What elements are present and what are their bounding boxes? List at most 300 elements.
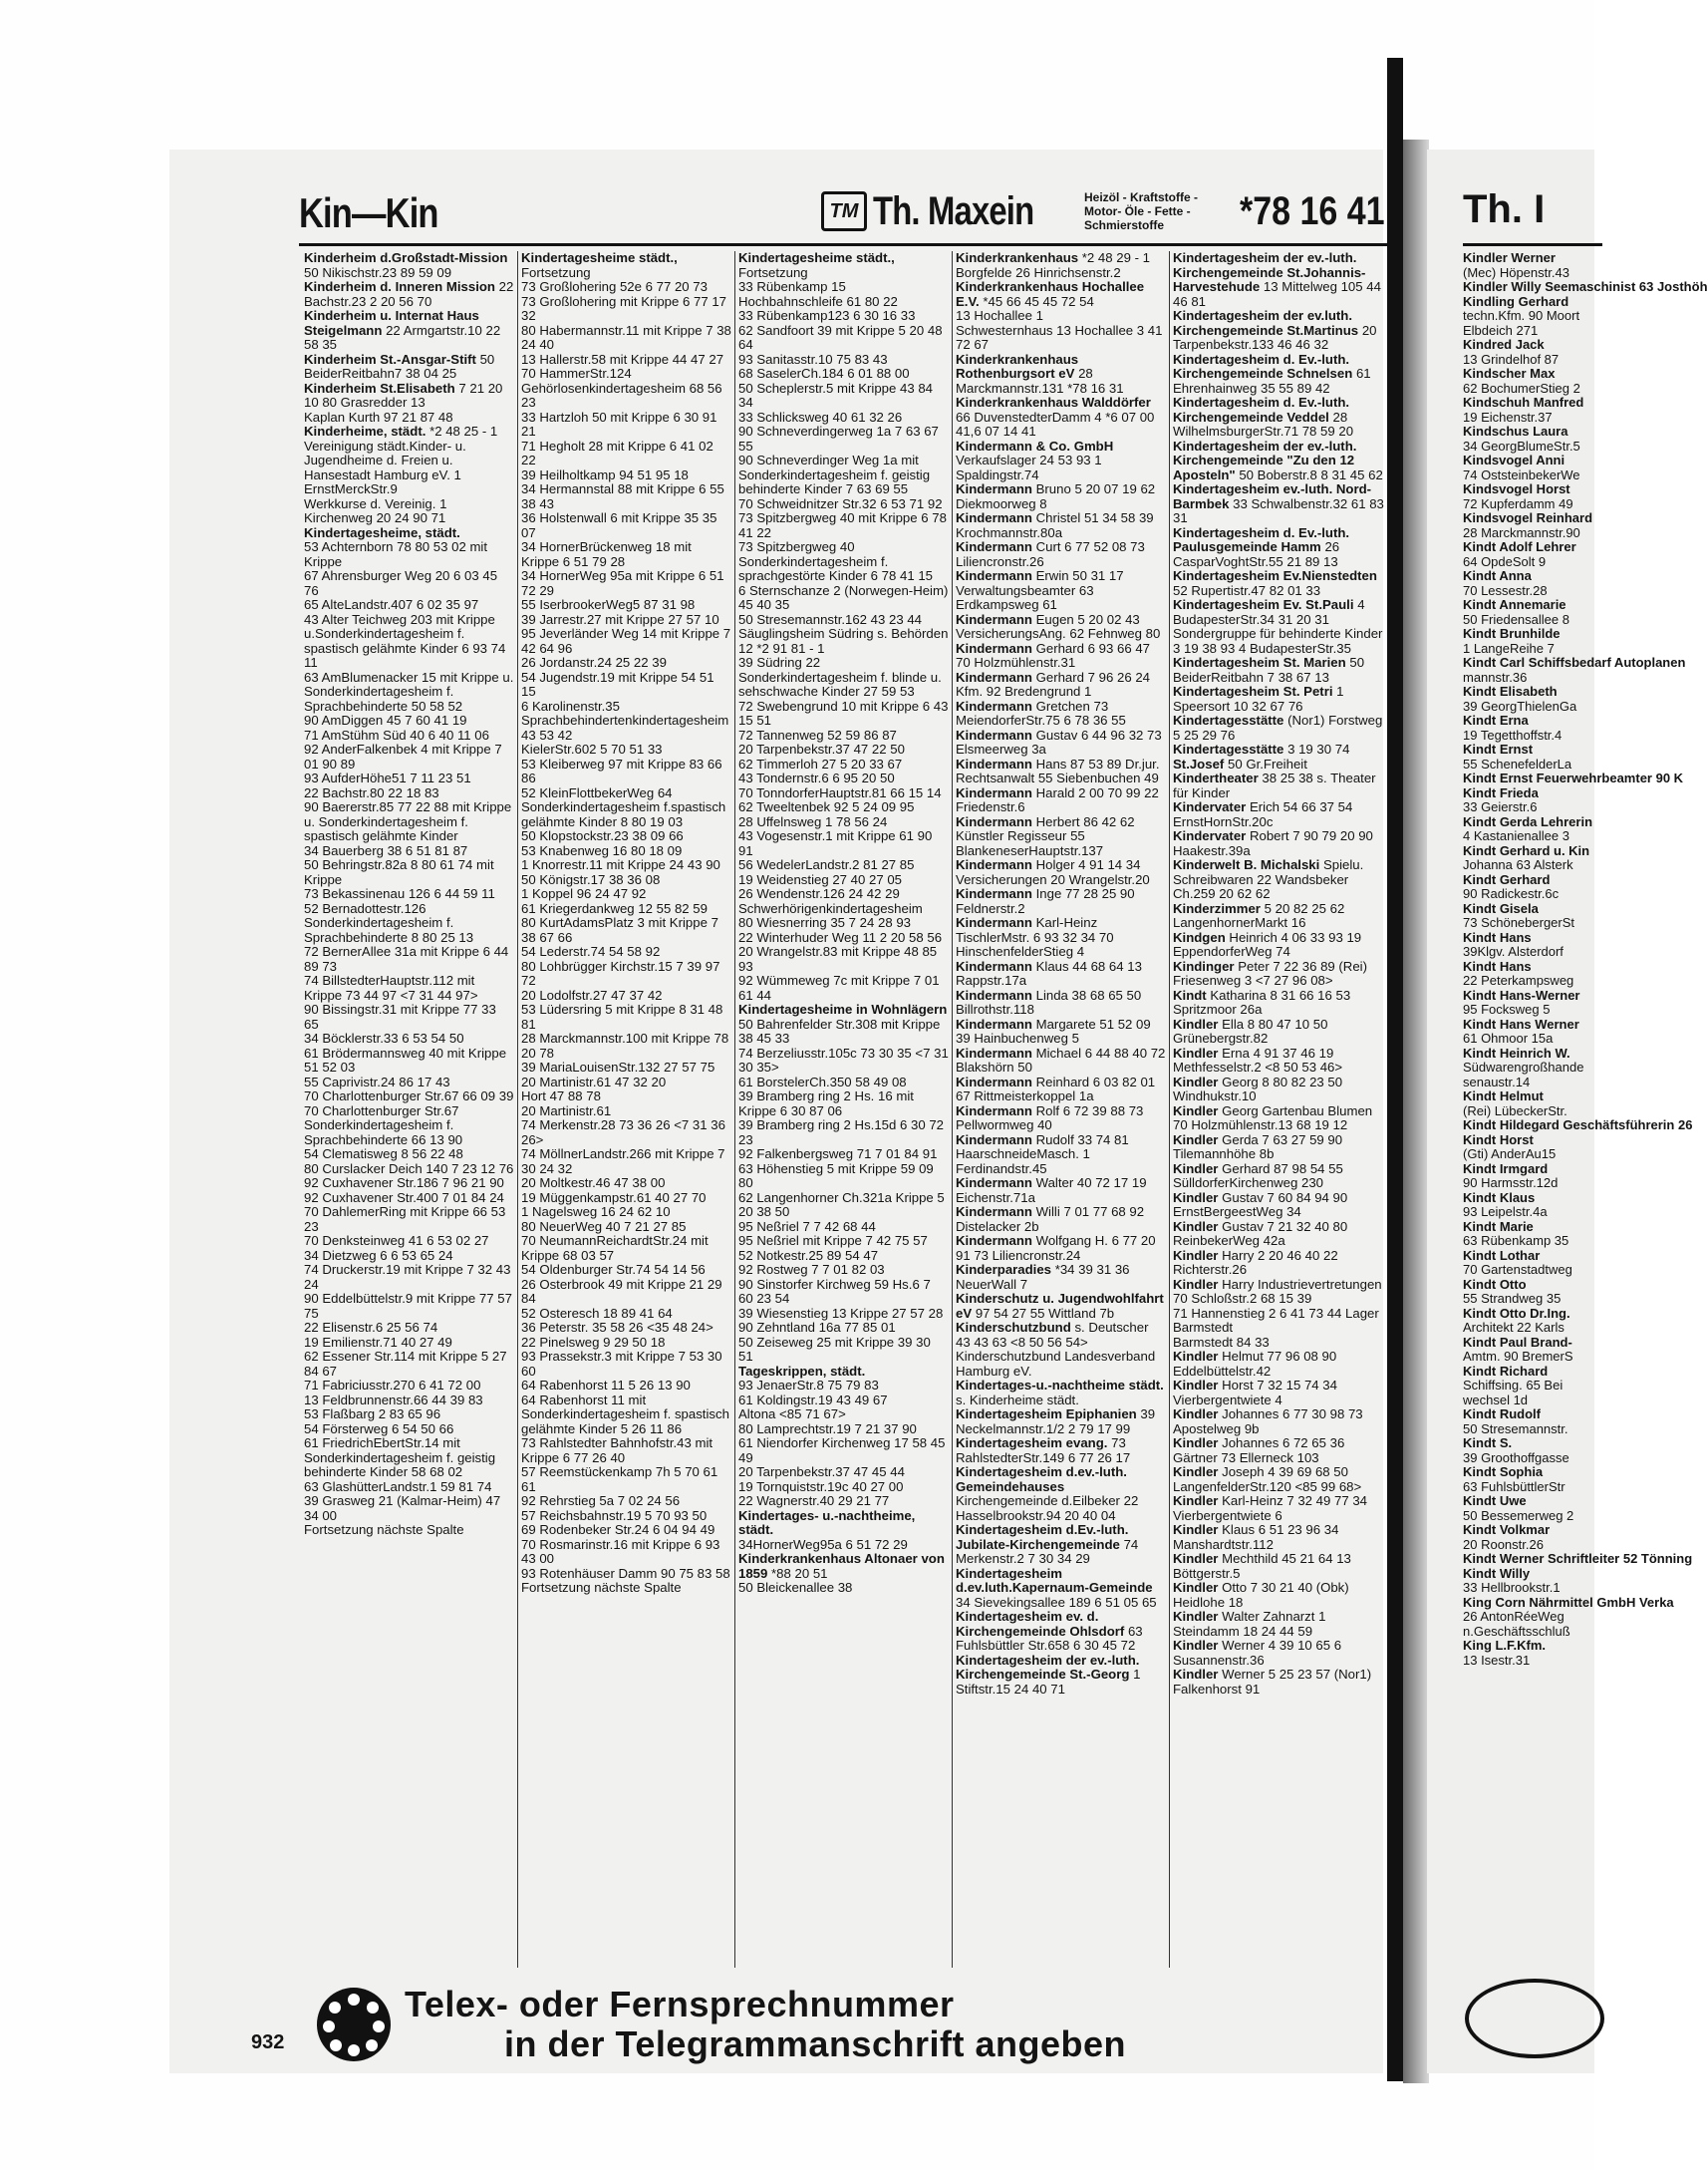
- entry-details: 36 Peterstr. 35 58 26 <35 48 24>: [521, 1320, 713, 1335]
- facing-page-entry: Kindt Richard: [1463, 1363, 1549, 1379]
- entry-name: Kindertagesheim St. Petri: [1173, 684, 1333, 699]
- listing-entry: [956, 916, 1166, 960]
- entry-details: 66 DuvenstedterDamm 4 *6 07 00 41,6 07 14 41: [956, 409, 1155, 439]
- listing-entry: [738, 1234, 949, 1249]
- entry-name: Kinderkrankenhaus Rothenburgsort eV: [956, 351, 1079, 381]
- entry-details: 62 Timmerloh 27 5 20 33 67: [738, 756, 903, 772]
- entry-details: 7 21 20 10 80 Grasredder 13: [304, 380, 503, 410]
- listing-entry: [956, 1654, 1166, 1698]
- listing-entry: [521, 482, 731, 511]
- listing-entry: [1173, 396, 1384, 440]
- entry-details: Walter 40 72 17 19 Eichenstr.71a: [956, 1175, 1147, 1205]
- entry-details: 74 MöllnerLandstr.266 mit Krippe 7 30 24 32: [521, 1146, 725, 1176]
- facing-page-entry: Kindt Anna: [1463, 568, 1532, 583]
- listing-entry: [304, 974, 514, 1003]
- entry-name: Kindermann & Co. GmbH: [956, 438, 1114, 454]
- entry-details: 22 Winterhuder Weg 11 2 20 58 56: [738, 929, 943, 945]
- listing-entry: [521, 1581, 731, 1596]
- entry-name: Tageskrippen, städt.: [738, 1363, 866, 1379]
- entry-details: Fortsetzung nächste Spalte: [521, 1580, 682, 1595]
- facing-page-entry: Kindsvogel Anni: [1463, 453, 1566, 467]
- entry-details: Karl-Heinz TischlerMstr. 6 93 32 34 70 HinschenfelderStieg 4: [956, 915, 1114, 959]
- entry-name: Kindler: [1173, 1102, 1219, 1118]
- listing-entry: [738, 1162, 949, 1191]
- listing-entry: [304, 1047, 514, 1076]
- facing-page-entry: Kindt Gerhard u. Kin: [1463, 842, 1590, 858]
- listing-entry: [1173, 858, 1384, 902]
- entry-name: Kindermann: [956, 1175, 1032, 1190]
- brand-name: Th. Maxein: [873, 188, 1034, 233]
- listing-entry: [738, 627, 949, 656]
- listing-entry: [304, 786, 514, 801]
- listing-entry: [738, 1581, 949, 1596]
- entry-details: Klaus 44 68 64 13 Rappstr.17a: [956, 958, 1142, 988]
- entry-details: 50 BeiderReitbahn 7 38 67 13: [1173, 655, 1365, 685]
- listing-entry: [521, 873, 731, 888]
- listing-entry: [956, 353, 1166, 397]
- entry-name: Kinderzimmer: [1173, 900, 1261, 916]
- listing-entry: [1173, 714, 1384, 743]
- listing-entry: [521, 1234, 731, 1263]
- listing-entry: [1173, 1668, 1384, 1697]
- entry-name: Kindermann: [956, 698, 1032, 714]
- entry-name: Kindertagesheime städt.,: [521, 250, 678, 265]
- listing-entry: [304, 1147, 514, 1162]
- entry-details: 50 Gr.Freiheit: [1227, 756, 1307, 772]
- entry-details: Eugen 5 20 02 43 VersicherungsAng. 62 Fehnweg 80: [956, 611, 1161, 641]
- entry-details: 70 Rosmarinstr.16 mit Krippe 6 93 43 00: [521, 1536, 720, 1566]
- entry-name: Kindgen: [1173, 929, 1226, 945]
- listing-entry: [304, 1234, 514, 1249]
- entry-name: Kindertages-u.-nachtheime städt.: [956, 1378, 1164, 1393]
- entry-details: *88 20 51: [771, 1565, 828, 1581]
- facing-page-entry: Kindt Hans: [1463, 958, 1532, 974]
- listing-entry: [738, 367, 949, 382]
- entry-details: Robert 7 90 79 20 90 Haakestr.39a: [1173, 828, 1373, 858]
- listing-entry: [304, 497, 514, 526]
- facing-page-entry: Kindt Volkmar: [1463, 1522, 1551, 1537]
- listing-entry: [521, 1321, 731, 1336]
- entry-details: 95 Neßriel 7 7 42 68 44: [738, 1218, 876, 1234]
- entry-details: 20 Tarpenbekstr.133 46 46 32: [1173, 322, 1377, 352]
- listing-entry: [956, 887, 1166, 916]
- entry-details: 39 Neckelmannstr.1/2 2 79 17 99: [956, 1406, 1156, 1436]
- listing-entry: [304, 1162, 514, 1177]
- entry-name: Kinderparadies: [956, 1262, 1052, 1277]
- entry-details: Kaplan Kurth 97 21 87 48: [304, 409, 453, 425]
- brand-logo-icon: TM: [821, 191, 867, 231]
- facing-page-entry: Kindt Ernst: [1463, 742, 1534, 757]
- entry-details: Georg Gartenbau Blumen 70 Holzmühlenstr.13 68 19 12: [1173, 1102, 1373, 1132]
- entry-name: Kindertagesheim d. Ev.-luth. Paulusgemeinde Hamm: [1173, 524, 1350, 554]
- book-spine: [1387, 58, 1403, 2081]
- listing-entry: [304, 1494, 514, 1523]
- listing-entry: [304, 280, 514, 309]
- facing-page-entry: Johanna 63 Alsterk: [1463, 857, 1573, 872]
- listing-entry: [1173, 1465, 1384, 1494]
- listing-entry: [738, 1307, 949, 1322]
- facing-page-entry: Kindling Gerhard: [1463, 293, 1569, 309]
- listing-entry: [738, 873, 949, 888]
- listing-entry: [956, 729, 1166, 758]
- entry-details: 90 Bissingstr.31 mit Krippe 77 33 65: [304, 1002, 496, 1032]
- listing-entry: [304, 729, 514, 744]
- entry-name: Kinderwelt B. Michalski: [1173, 857, 1320, 872]
- facing-page-entry: 50 Bessemerweg 2: [1463, 1507, 1574, 1523]
- facing-page-entry: Kindscher Max: [1463, 366, 1556, 381]
- entry-name: Kindertagesheim d. Ev.-luth. Kirchengemeinde Schnelsen: [1173, 351, 1353, 381]
- facing-page-entry: Kindt Adolf Lehrer: [1463, 539, 1576, 554]
- listing-entry: [521, 411, 731, 440]
- entry-details: 67 Ahrensburger Weg 20 6 03 45 76: [304, 568, 498, 598]
- listing-entry: [521, 916, 731, 945]
- entry-details: 69 Rodenbeker Str.24 6 04 94 49: [521, 1522, 715, 1537]
- entry-details: Harry Industrievertretungen 70 Schloßstr.2 68 15 39: [1173, 1276, 1382, 1306]
- entry-details: Linda 38 68 65 50 Billrothstr.118: [956, 987, 1142, 1017]
- listing-entry: [738, 1494, 949, 1509]
- listing-entry: [304, 1379, 514, 1394]
- listing-entry: [738, 1278, 949, 1307]
- entry-name: Kindermann: [956, 1233, 1032, 1248]
- listing-entry: [521, 1350, 731, 1379]
- entry-name: Kindler: [1173, 1435, 1219, 1450]
- entry-details: 63 Fuhlsbüttler Str.658 6 30 45 72: [956, 1623, 1143, 1653]
- facing-page-entry: 22 Peterkampsweg: [1463, 973, 1574, 988]
- facing-page-entry: Kindt Irmgard: [1463, 1160, 1549, 1176]
- facing-page-entry: 39 GeorgThielenGa: [1463, 698, 1577, 714]
- entry-details: 73 Rahlstedter Bahnhofstr.43 mit Krippe 6 77 26 40: [521, 1435, 713, 1465]
- listing-entry: [738, 931, 949, 946]
- entry-name: Kindertagesheim St. Marien: [1173, 655, 1346, 670]
- entry-name: Kindler: [1173, 1580, 1219, 1595]
- facing-page-entry: 73 SchönebergerSt: [1463, 915, 1575, 930]
- entry-name: Kindler: [1173, 1493, 1219, 1508]
- listing-entry: [521, 468, 731, 483]
- facing-page-entry: Elbdeich 271: [1463, 322, 1539, 338]
- entry-details: 50 Klopstockstr.23 38 09 66: [521, 828, 684, 843]
- entry-details: Harry 2 20 46 40 22 Richterstr.26: [1173, 1247, 1338, 1277]
- entry-details: Klaus 6 51 23 96 34 Manshardtstr.112: [1173, 1522, 1339, 1552]
- entry-details: Holger 4 91 14 34 Versicherungen 20 Wrangelstr.20: [956, 857, 1150, 887]
- entry-details: 92 Wümmeweg 7c mit Krippe 7 01 61 44: [738, 973, 940, 1003]
- facing-page-entry: Kindt Gerda Lehrerin: [1463, 813, 1593, 829]
- entry-details: 34 Sievekingsallee 189 6 51 05 65: [956, 1594, 1157, 1610]
- listing-entry: [738, 1047, 949, 1076]
- facing-page-entry: Kindschus Laura: [1463, 424, 1568, 439]
- facing-page-entry: 64 OpdeSolt 9: [1463, 553, 1547, 569]
- entry-details: 20 Tarpenbekstr.37 47 22 50: [738, 742, 905, 757]
- listing-entry: [738, 540, 949, 584]
- listing-entry: [956, 1523, 1166, 1567]
- entry-details: 70 HammerStr.124 Gehörlosenkindertagesheim 68 56 23: [521, 366, 722, 410]
- entry-details: Gustav 7 60 84 94 90 ErnstBergeestWeg 34: [1173, 1189, 1348, 1219]
- listing-entry: [1173, 440, 1384, 483]
- entry-details: 61 Koldingstr.19 43 49 67: [738, 1392, 888, 1407]
- entry-details: 19 Weidenstieg 27 40 27 05: [738, 871, 902, 887]
- entry-details: Michael 6 44 88 40 72 Blakshörn 50: [956, 1045, 1166, 1075]
- facing-page-entry: 13 Isestr.31: [1463, 1652, 1531, 1668]
- listing-entry: [304, 1407, 514, 1422]
- listing-entry: [521, 1567, 731, 1582]
- facing-page-entry: Kindt Gisela: [1463, 900, 1539, 916]
- facing-page-entry: Kindred Jack: [1463, 337, 1545, 352]
- listing-entry: [1173, 800, 1384, 829]
- listing-entry: [521, 1076, 731, 1090]
- entry-details: 90 Zehntland 16a 77 85 01: [738, 1320, 896, 1335]
- facing-page-entry: Kindt Klaus: [1463, 1189, 1536, 1205]
- entry-details: 13 Feldbrunnenstr.66 44 39 83: [304, 1392, 483, 1407]
- entry-details: 95 Jeverländer Weg 14 mit Krippe 7 42 64 96: [521, 626, 731, 656]
- entry-name: Kindervater: [1173, 799, 1247, 814]
- listing-entry: [738, 1407, 949, 1422]
- listing-entry: [521, 324, 731, 353]
- listing-entry: [1173, 989, 1384, 1018]
- entry-details: 90 Eddelbüttelstr.9 mit Krippe 77 57 75: [304, 1291, 512, 1321]
- listing-entry: [1173, 1162, 1384, 1191]
- entry-details: 64 Rabenhorst 11 5 26 13 90: [521, 1378, 691, 1393]
- listing-entry: [1173, 1076, 1384, 1104]
- entry-details: Fortsetzung nächste Spalte: [304, 1522, 464, 1537]
- facing-page-entry: Kindsvogel Horst: [1463, 481, 1570, 496]
- entry-details: 39 Südring 22 Sonderkindertagesheim f. blinde u. sehschwache Kinder 27 59 53: [738, 655, 942, 699]
- listing-entry: [304, 902, 514, 946]
- entry-name: Kindermann: [956, 481, 1032, 496]
- listing-entry: [738, 454, 949, 497]
- entry-name: Kindertages- u.-nachtheime, städt.: [738, 1507, 916, 1537]
- entry-name: Kindermann: [956, 1131, 1032, 1147]
- entry-details: 52 KleinFlottbekerWeg 64 Sonderkindertagesheim f.spastisch gelähmte Kinder 8 80 19 03: [521, 784, 726, 829]
- entry-name: Kindermann: [956, 813, 1032, 829]
- listing-entry: [738, 1394, 949, 1408]
- entry-details: 50 BeiderReitbahn7 38 04 25: [304, 351, 495, 381]
- listing-entry: [304, 1263, 514, 1292]
- listing-entry: [956, 1263, 1166, 1292]
- entry-details: 20 Martinistr.61: [521, 1102, 612, 1118]
- spine-shadow: [1403, 140, 1429, 2083]
- listing-entry: [521, 613, 731, 628]
- entry-name: Kindler: [1173, 1045, 1219, 1061]
- listing-entry: [521, 1465, 731, 1494]
- facing-page-entry: Kindt Gerhard: [1463, 871, 1551, 887]
- entry-details: Erich 54 66 37 54 ErnstHornStr.20c: [1173, 799, 1353, 829]
- entry-details: 61 Niendorfer Kirchenweg 17 58 45 49: [738, 1435, 946, 1465]
- entry-details: 93 Prassekstr.3 mit Krippe 7 53 30 60: [521, 1349, 722, 1379]
- entry-details: 93 Rotenhäuser Damm 90 75 83 58: [521, 1565, 730, 1581]
- listing-entry: [1173, 482, 1384, 526]
- entry-name: Kindler: [1173, 1131, 1219, 1147]
- entry-details: 19 Tornquiststr.19c 40 27 00: [738, 1478, 904, 1494]
- facing-page-entry: Kindt Lothar: [1463, 1247, 1541, 1263]
- listing-entry: [956, 1076, 1166, 1104]
- listing-entry: [738, 1480, 949, 1495]
- facing-page-entry: 62 BochumerStieg 2: [1463, 380, 1580, 396]
- entry-details: 53 Knabenweg 16 80 18 09: [521, 842, 683, 858]
- entry-details: 50 Bahrenfelder Str.308 mit Krippe 38 45 33: [738, 1016, 941, 1046]
- listing-entry: [738, 1552, 949, 1581]
- listing-entry: [738, 1089, 949, 1118]
- entry-name: Kindertagesheim ev. d. Kirchengemeinde Ohlsdorf: [956, 1609, 1125, 1639]
- entry-name: Kinderschutzbund: [956, 1320, 1071, 1335]
- listing-entry: [304, 613, 514, 671]
- facing-page-entry: Amtm. 90 BremerS: [1463, 1349, 1573, 1364]
- listing-entry: [521, 902, 731, 917]
- entry-name: Kindler: [1173, 1464, 1219, 1479]
- listing-entry: [304, 540, 514, 569]
- entry-details: Johannes 6 77 30 98 73 Apostelweg 9b: [1173, 1406, 1363, 1436]
- entry-details: 71 Fabriciusstr.270 6 41 72 00: [304, 1378, 481, 1393]
- listing-entry: [304, 1003, 514, 1032]
- entry-details: 22 Pinelsweg 9 29 50 18: [521, 1334, 666, 1350]
- entry-details: 74 Merkenstr.28 73 36 26 <7 31 36 26>: [521, 1117, 725, 1147]
- entry-details: 63 AmBlumenacker 15 mit Krippe u. Sonderkindertagesheim f. Sprachbehinderte 50 58 52: [304, 669, 514, 714]
- listing-entry: [304, 353, 514, 382]
- listing-entry: [304, 411, 514, 426]
- entry-details: 38 25 38 s. Theater für Kinder: [1173, 771, 1376, 800]
- entry-name: Kindermann: [956, 987, 1032, 1003]
- listing-entry: [521, 1394, 731, 1437]
- entry-details: 70 TonndorferHauptstr.81 66 15 14: [738, 784, 942, 800]
- listing-entry: [738, 1147, 949, 1162]
- entry-details: 39 Wiesenstieg 13 Krippe 27 57 28: [738, 1305, 944, 1321]
- entry-details: 73 Großlohering 52e 6 77 20 73: [521, 279, 708, 294]
- entry-details: 57 Reemstückenkamp 7h 5 70 61 61: [521, 1464, 718, 1494]
- entry-details: 73 Spitzbergweg 40 mit Krippe 6 78 41 22: [738, 510, 947, 540]
- facing-page-entry: Kindt Hans: [1463, 929, 1532, 945]
- entry-name: Kindermann: [956, 640, 1032, 656]
- entry-details: Werkkurse d. Vereinig. 1 Kirchenweg 20 24 90 71: [304, 495, 447, 525]
- entry-details: 56 WedelerLandstr.2 81 27 85: [738, 857, 915, 872]
- listing-entry: [1173, 1350, 1384, 1379]
- listing-entry: [521, 1118, 731, 1147]
- entry-name: Kindler: [1173, 1638, 1219, 1653]
- entry-details: 73 Großlohering mit Krippe 6 77 17 32: [521, 293, 726, 323]
- listing-entry: [738, 916, 949, 931]
- entry-details: Walter Zahnarzt 1 Steindamm 18 24 44 59: [1173, 1609, 1326, 1639]
- listing-entry: [304, 858, 514, 887]
- listing-column-4: [953, 251, 1170, 1968]
- entry-name: Kinderschutz u. Jugendwohlfahrt eV: [956, 1291, 1164, 1321]
- entry-details: 43 Alter Teichweg 203 mit Krippe u.Sonderkindertagesheim f. spastisch gelähmte Kinder 6 93 74 11: [304, 611, 506, 670]
- listing-entry: [521, 1147, 731, 1176]
- listing-entry: [521, 1032, 731, 1061]
- entry-name: Kinderkrankenhaus: [956, 250, 1079, 265]
- facing-page-entry: mannstr.36: [1463, 669, 1528, 685]
- listing-column-1: [301, 251, 518, 1968]
- listing-entry: [304, 743, 514, 772]
- listing-entry: [521, 1176, 731, 1191]
- entry-details: Curt 6 77 52 08 73 Liliencronstr.26: [956, 539, 1145, 569]
- entry-details: 93 AufderHöhe51 7 11 23 51: [304, 771, 471, 785]
- entry-details: Rolf 6 72 39 88 73 Pellwormweg 40: [956, 1102, 1144, 1132]
- listing-entry: [956, 1610, 1166, 1654]
- entry-details: 1 Stiftstr.15 24 40 71: [956, 1667, 1141, 1697]
- telephone-dial-icon: [317, 1988, 391, 2061]
- listing-entry: [1173, 1278, 1384, 1307]
- listing-entry: [1173, 960, 1384, 989]
- facing-page-entry: 63 Rübenkamp 35: [1463, 1233, 1569, 1248]
- listing-entry: [1173, 526, 1384, 570]
- listing-columns: [301, 251, 1389, 1968]
- page-number: 932: [251, 2031, 285, 2053]
- listing-entry: [738, 1018, 949, 1047]
- entry-details: 33 Hartzloh 50 mit Krippe 6 30 91 21: [521, 409, 717, 439]
- listing-entry: [1173, 1249, 1384, 1278]
- entry-details: 22 Elisenstr.6 25 56 74: [304, 1320, 438, 1335]
- listing-entry: [521, 1509, 731, 1524]
- entry-details: 50 Nikischstr.23 89 59 09: [304, 264, 452, 280]
- entry-details: Peter 7 22 36 89 (Rei) Friesenweg 3 <7 27 96 08>: [1173, 958, 1367, 988]
- entry-details: 70 Denksteinweg 41 6 53 02 27: [304, 1233, 489, 1248]
- entry-details: 54 Försterweg 6 54 50 66: [304, 1420, 454, 1436]
- listing-entry: [521, 786, 731, 830]
- listing-entry: [521, 1263, 731, 1278]
- facing-page-entry: Kindschuh Manfred: [1463, 395, 1584, 410]
- listing-entry: [1173, 1104, 1384, 1133]
- facing-page-entry: Kindt Ernst Feuerwehrbeamter 90 K: [1463, 771, 1684, 785]
- entry-name: Kinderkrankenhaus Walddörfer: [956, 395, 1151, 410]
- listing-entry: [956, 396, 1166, 440]
- listing-entry: [304, 1032, 514, 1047]
- entry-name: Kindermann: [956, 669, 1032, 685]
- listing-entry: [956, 1047, 1166, 1076]
- listing-entry: [521, 540, 731, 569]
- entry-name: Kindertagesheim ev.-luth. Nord-Barmbek: [1173, 481, 1372, 511]
- entry-details: Horst 7 32 15 74 34 Vierbergentwiete 4: [1173, 1378, 1337, 1407]
- entry-details: Erna 4 91 37 46 19 Methfesselstr.2 <8 50 53 46>: [1173, 1045, 1343, 1075]
- listing-entry: [956, 671, 1166, 700]
- entry-details: 34 Dietzweg 6 6 53 65 24: [304, 1247, 453, 1263]
- entry-details: 53 Lüdersring 5 mit Krippe 8 31 48 81: [521, 1002, 723, 1032]
- listing-entry: [1173, 569, 1384, 598]
- facing-page-entry: Kindt Marie: [1463, 1218, 1534, 1234]
- listing-entry: [521, 280, 731, 295]
- entry-name: Kindermann: [956, 539, 1032, 554]
- listing-entry: [956, 1379, 1166, 1407]
- facing-page-entry: King Corn Nährmittel GmbH Verka: [1463, 1594, 1674, 1610]
- entry-details: 68 SaselerCh.184 6 01 88 00: [738, 366, 910, 381]
- listing-entry: [521, 511, 731, 540]
- listing-entry: [738, 800, 949, 815]
- entry-details: 34 Böcklerstr.33 6 53 54 50: [304, 1031, 464, 1046]
- entry-details: Erwin 50 31 17 Verwaltungsbeamter 63 Erdkampsweg 61: [956, 568, 1124, 612]
- entry-details: Margarete 51 52 09 39 Hainbuchenweg 5: [956, 1016, 1151, 1046]
- entry-details: 62 Essener Str.114 mit Krippe 5 27 84 67: [304, 1349, 507, 1379]
- entry-details: 36 Holstenwall 6 mit Krippe 35 35 07: [521, 510, 717, 540]
- entry-details: Werner 4 39 10 65 6 Susannenstr.36: [1173, 1638, 1342, 1668]
- entry-name: Kindler: [1173, 1551, 1219, 1566]
- entry-details: Gerhard 87 98 54 55 SülldorferKirchenweg 230: [1173, 1160, 1343, 1190]
- facing-page-entry: 26 AntonRéeWeg: [1463, 1609, 1565, 1624]
- entry-details: 61 Brödermannsweg 40 mit Krippe 51 52 03: [304, 1045, 507, 1075]
- listing-entry: [956, 540, 1166, 569]
- entry-name: Kindler: [1173, 1218, 1219, 1234]
- facing-page-entry: 70 Lessestr.28: [1463, 582, 1548, 598]
- entry-name: Kindermann: [956, 1016, 1032, 1032]
- entry-name: Kindertagesheim d.Ev.-luth. Jubilate-Kirchengemeinde: [956, 1522, 1129, 1552]
- entry-details: 80 NeuerWeg 40 7 21 27 85: [521, 1218, 687, 1234]
- listing-entry: [521, 743, 731, 758]
- listing-entry: [956, 642, 1166, 671]
- facing-page-entry: techn.Kfm. 90 Moort: [1463, 308, 1580, 323]
- entry-details: Gerhard 6 93 66 47 70 Holzmühlenstr.31: [956, 640, 1150, 670]
- entry-details: 61 Kriegerdankweg 12 55 82 59: [521, 900, 708, 916]
- listing-entry: [738, 829, 949, 858]
- facing-page-entry: Kindt Sophia: [1463, 1464, 1544, 1479]
- entry-details: 22 Armgartstr.10 22 58 35: [304, 322, 501, 352]
- entry-name: Kindermann: [956, 857, 1032, 872]
- entry-details: 54 Lederstr.74 54 58 92: [521, 944, 661, 959]
- listing-entry: [304, 671, 514, 715]
